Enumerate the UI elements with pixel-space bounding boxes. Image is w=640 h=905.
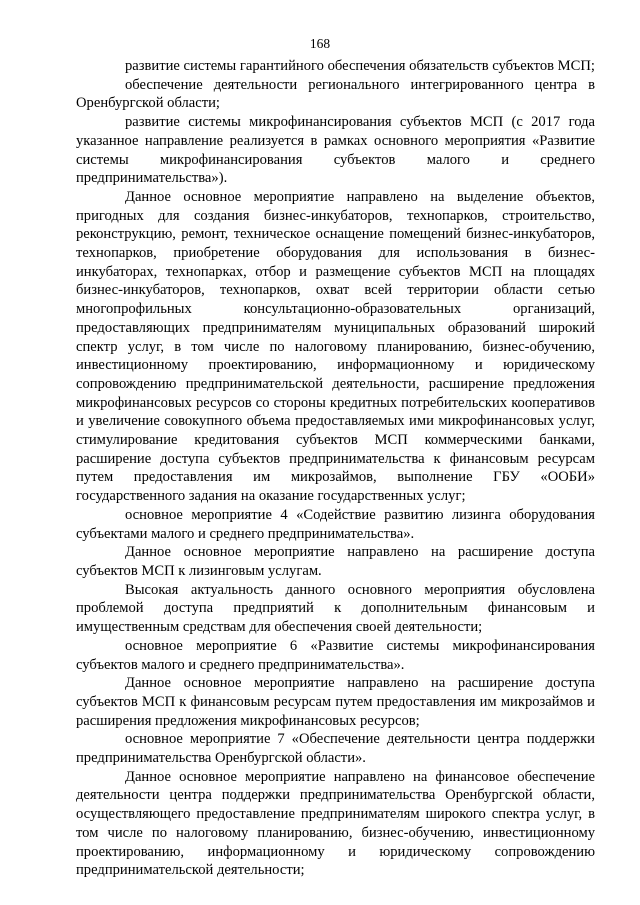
page-number: 168 <box>309 36 331 51</box>
paragraph: обеспечение деятельности регионального интегрированного центра в Оренбургской области; <box>76 76 595 112</box>
paragraph: Данное основное мероприятие направлено на расширение доступа субъектов МСП к финансовым ресурсам путем предоставления им микрозаймов и расширения предложения микрофинансовых ресурсов; <box>76 675 595 729</box>
paragraph: Данное основное мероприятие направлено на расширение доступа субъектов МСП к лизинговым услугам. <box>76 544 595 579</box>
body-text <box>76 57 595 880</box>
paragraph: Высокая актуальность данного основного мероприятия обусловлена проблемой доступа предприятий к дополнительным финансовым и имущественным средствам для обеспечения своей деятельности; <box>76 581 595 636</box>
paragraph: Данное основное мероприятие направлено на выделение объектов, пригодных для создания бизнес-инкубаторов, технопарков, строительство, реконструкцию, ремонт, техническое оснащение помещений бизнес-инкубаторов, технопарков, приобретение оборудования для использования в бизнес-инкубаторах, технопарках, отбор и размещение субъектов МСП на площадях бизнес-инкубаторов, технопарков, охват всей территории области сетью многопрофильных консультационно-образовательных организаций, предоставляющих предпринимателям муниципальных образований широкий спектр услуг, в том числе по налоговому планированию, бизнес-обучению, инвестиционному проектированию, информационному и юридическому сопровождению предпринимательской деятельности, расширение предложения микрофинансовых ресурсов со стороны кредитных потребительских кооперативов и увеличение совокупного объема предоставляемых ими микрофинансовых услуг, стимулирование кредитования субъектов МСП коммерческими банками, расширение доступа субъектов предпринимательства к финансовым ресурсам путем предоставления им микрозаймов, выполнение ГБУ «ООБИ» государственного задания на оказание государственных услуг; <box>76 188 595 505</box>
paragraph: основное мероприятие 6 «Развитие системы микрофинансирования субъектов малого и среднего предпринимательства». <box>76 637 595 673</box>
paragraph: Данное основное мероприятие направлено на финансовое обеспечение деятельности центра поддержки предпринимательства Оренбургской области, осуществляющего предоставление предпринимателям широкого спектра услуг, в том числе по налоговому планированию, бизнес-обучению, инвестиционному проектированию, информационному и юридическому сопровождению предпринимательской деятельности; <box>76 768 595 879</box>
paragraph: развитие системы микрофинансирования субъектов МСП (с 2017 года указанное направление реализуется в рамках основного мероприятия «Развитие системы микрофинансирования субъектов малого и среднего предпринимательства»). <box>76 114 595 187</box>
paragraph: развитие системы гарантийного обеспечения обязательств субъектов МСП; <box>125 58 595 74</box>
paragraph: основное мероприятие 7 «Обеспечение деятельности центра поддержки предпринимательства Оренбургской области». <box>76 731 595 767</box>
paragraph: основное мероприятие 4 «Содействие развитию лизинга оборудования субъектами малого и среднего предпринимательства». <box>76 506 595 542</box>
